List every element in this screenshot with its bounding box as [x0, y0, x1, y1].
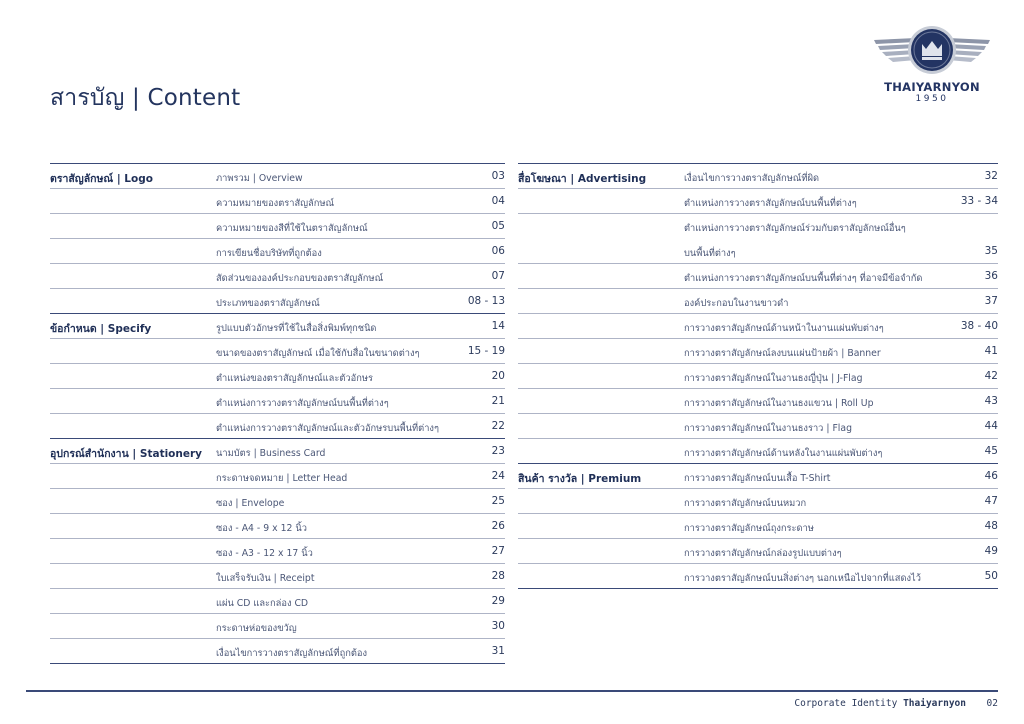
toc-row[interactable]	[518, 464, 998, 489]
toc-right-column	[518, 163, 998, 589]
toc-item-label: การวางตราสัญลักษณ์บนเสื้อ T-Shirt	[684, 473, 831, 484]
toc-item-label: การวางตราสัญลักษณ์ด้านหน้าในงานแผ่นพับต่างๆ	[684, 323, 884, 334]
brand-year: 1950	[915, 94, 949, 104]
toc-page-number: 37	[984, 295, 998, 307]
toc-row[interactable]	[518, 414, 998, 439]
toc-row[interactable]	[518, 364, 998, 389]
toc-item-label: การวางตราสัญลักษณ์ด้านหลังในงานแผ่นพับต่างๆ	[684, 448, 883, 459]
toc-item-label: ตำแหน่งการวางตราสัญลักษณ์และตัวอักษรบนพื้นที่ต่างๆ	[216, 423, 439, 434]
toc-item-label: บนพื้นที่ต่างๆ	[684, 248, 736, 259]
toc-row[interactable]	[518, 489, 998, 514]
toc-page-number: 47	[984, 495, 998, 507]
toc-page-number: 41	[984, 345, 998, 357]
toc-page-number: 15 - 19	[467, 345, 505, 357]
toc-section-label: ตราสัญลักษณ์ | Logo	[50, 173, 153, 185]
page-title: สารบัญ | Content	[50, 85, 241, 111]
toc-row[interactable]	[50, 264, 505, 289]
toc-page-number: 50	[984, 570, 998, 582]
toc-item-label: ขนาดของตราสัญลักษณ์ เมื่อใช้กับสื่อในขนาดต่างๆ	[216, 348, 420, 359]
toc-row[interactable]	[518, 264, 998, 289]
toc-item-label: ซอง - A3 - 12 x 17 นิ้ว	[216, 548, 313, 559]
toc-row[interactable]	[518, 164, 998, 189]
toc-page-number: 35	[984, 245, 998, 257]
toc-page-number: 24	[491, 470, 505, 482]
toc-page-number: 43	[984, 395, 998, 407]
toc-row[interactable]	[50, 389, 505, 414]
footer-rule	[26, 690, 998, 692]
toc-row[interactable]	[518, 239, 998, 264]
toc-item-label: ตำแหน่งการวางตราสัญลักษณ์ร่วมกับตราสัญลักษณ์อื่นๆ	[684, 223, 906, 234]
toc-row[interactable]	[518, 514, 998, 539]
toc-item-label: ใบเสร็จรับเงิน | Receipt	[216, 573, 315, 584]
toc-item-label: ตำแหน่งการวางตราสัญลักษณ์บนพื้นที่ต่างๆ ที่อาจมีข้อจำกัด	[684, 273, 923, 284]
toc-page-number: 33 - 34	[960, 195, 998, 207]
toc-row[interactable]	[50, 364, 505, 389]
toc-left-column	[50, 163, 505, 664]
toc-item-label: กระดาษจดหมาย | Letter Head	[216, 473, 348, 484]
toc-item-label: การวางตราสัญลักษณ์ในงานธงแขวน | Roll Up	[684, 398, 874, 409]
toc-row[interactable]	[50, 314, 505, 339]
toc-page-number: 03	[491, 170, 505, 182]
toc-item-label: การวางตราสัญลักษณ์ในงานธงราว | Flag	[684, 423, 852, 434]
toc-item-label: การวางตราสัญลักษณ์ถุงกระดาษ	[684, 523, 814, 534]
winged-crown-emblem-icon	[866, 24, 998, 80]
toc-page-number: 29	[491, 595, 505, 607]
brand-name: THAIYARNYON	[884, 80, 980, 94]
toc-page-number: 45	[984, 445, 998, 457]
toc-row[interactable]	[518, 289, 998, 314]
toc-row[interactable]	[50, 289, 505, 314]
toc-row[interactable]	[518, 314, 998, 339]
toc-page-number: 04	[491, 195, 505, 207]
brand-logo	[866, 24, 998, 108]
toc-row[interactable]	[518, 439, 998, 464]
toc-row[interactable]	[50, 514, 505, 539]
toc-page-number: 49	[984, 545, 998, 557]
toc-row[interactable]	[518, 389, 998, 414]
toc-item-label: ความหมายของสีที่ใช้ในตราสัญลักษณ์	[216, 223, 368, 234]
toc-row[interactable]	[50, 439, 505, 464]
toc-item-label: การวางตราสัญลักษณ์ในงานธงญี่ปุ่น | J-Flag	[684, 373, 863, 384]
toc-page-number: 44	[984, 420, 998, 432]
toc-page-number: 28	[491, 570, 505, 582]
toc-item-label: การวางตราสัญลักษณ์กล่องรูปแบบต่างๆ	[684, 548, 842, 559]
toc-row[interactable]	[50, 464, 505, 489]
toc-row[interactable]	[50, 414, 505, 439]
toc-page-number: 22	[491, 420, 505, 432]
toc-page-number: 27	[491, 545, 505, 557]
toc-page-number: 48	[984, 520, 998, 532]
toc-item-label: ตำแหน่งการวางตราสัญลักษณ์บนพื้นที่ต่างๆ	[216, 398, 389, 409]
toc-page-number: 31	[491, 645, 505, 657]
toc-row[interactable]	[50, 639, 505, 664]
toc-row[interactable]	[50, 489, 505, 514]
footer-corporate-identity: Corporate Identity	[794, 698, 898, 709]
toc-page-number: 23	[491, 445, 505, 457]
toc-item-label: ตำแหน่งของตราสัญลักษณ์และตัวอักษร	[216, 373, 373, 384]
toc-item-label: การวางตราสัญลักษณ์บนหมวก	[684, 498, 807, 509]
toc-item-label: ประเภทของตราสัญลักษณ์	[216, 298, 320, 309]
toc-page-number: 36	[984, 270, 998, 282]
toc-section-label: อุปกรณ์สำนักงาน | Stationery	[50, 448, 203, 460]
toc-page-number: 46	[984, 470, 998, 482]
toc-section-label: สื่อโฆษณา | Advertising	[518, 173, 647, 185]
toc-item-label: นามบัตร | Business Card	[216, 448, 326, 459]
toc-item-label: แผ่น CD และกล่อง CD	[216, 598, 309, 609]
toc-item-label: การเขียนชื่อบริษัทที่ถูกต้อง	[216, 248, 322, 259]
toc-row[interactable]	[50, 564, 505, 589]
toc-row[interactable]	[518, 339, 998, 364]
toc-page-number: 05	[491, 220, 505, 232]
toc-section-label: สินค้า รางวัล | Premium	[518, 473, 642, 485]
toc-page-number: 38 - 40	[960, 320, 998, 332]
toc-page-number: 20	[491, 370, 505, 382]
toc-item-label: องค์ประกอบในงานขาวดำ	[684, 298, 789, 309]
toc-item-label: เงื่อนไขการวางตราสัญลักษณ์ที่ผิด	[684, 173, 820, 184]
toc-page-number: 21	[491, 395, 505, 407]
toc-page-number: 25	[491, 495, 505, 507]
toc-row[interactable]	[518, 564, 998, 589]
toc-row[interactable]	[518, 539, 998, 564]
toc-page-number: 06	[491, 245, 505, 257]
toc-row[interactable]	[50, 339, 505, 364]
toc-item-label: สัดส่วนขององค์ประกอบของตราสัญลักษณ์	[216, 273, 384, 284]
toc-row[interactable]	[518, 214, 998, 239]
toc-item-label: การวางตราสัญลักษณ์ลงบนแผ่นป้ายผ้า | Banner	[684, 348, 881, 359]
toc-row[interactable]	[50, 214, 505, 239]
toc-row[interactable]	[518, 189, 998, 214]
toc-page-number: 26	[491, 520, 505, 532]
toc-item-label: เงื่อนไขการวางตราสัญลักษณ์ที่ถูกต้อง	[216, 648, 367, 659]
toc-page-number: 14	[491, 320, 505, 332]
toc-page-number: 30	[491, 620, 505, 632]
footer-page-number: 02	[986, 698, 998, 709]
toc-item-label: รูปแบบตัวอักษรที่ใช้ในสื่อสิ่งพิมพ์ทุกชนิด	[216, 323, 377, 334]
toc-item-label: ภาพรวม | Overview	[216, 173, 303, 184]
toc-page-number: 08 - 13	[467, 295, 505, 307]
toc-page-number: 42	[984, 370, 998, 382]
toc-item-label: ซอง | Envelope	[216, 498, 285, 509]
toc-section-label: ข้อกำหนด | Specify	[50, 323, 152, 335]
toc-item-label: ซอง - A4 - 9 x 12 นิ้ว	[216, 523, 307, 534]
footer-brand: Thaiyarnyon	[903, 698, 966, 709]
toc-page-number: 07	[491, 270, 505, 282]
toc-row[interactable]	[50, 614, 505, 639]
toc-row[interactable]	[50, 189, 505, 214]
toc-page-number: 32	[984, 170, 998, 182]
toc-item-label: กระดาษห่อของขวัญ	[216, 623, 297, 634]
toc-row[interactable]	[50, 539, 505, 564]
toc-item-label: ความหมายของตราสัญลักษณ์	[216, 198, 335, 209]
toc-item-label: ตำแหน่งการวางตราสัญลักษณ์บนพื้นที่ต่างๆ	[684, 198, 857, 209]
toc-row[interactable]	[50, 589, 505, 614]
toc-row[interactable]	[50, 239, 505, 264]
footer-label	[794, 698, 966, 709]
toc-row[interactable]	[50, 164, 505, 189]
toc-item-label: การวางตราสัญลักษณ์บนสิ่งต่างๆ นอกเหนือไปจากที่แสดงไว้	[684, 573, 921, 584]
